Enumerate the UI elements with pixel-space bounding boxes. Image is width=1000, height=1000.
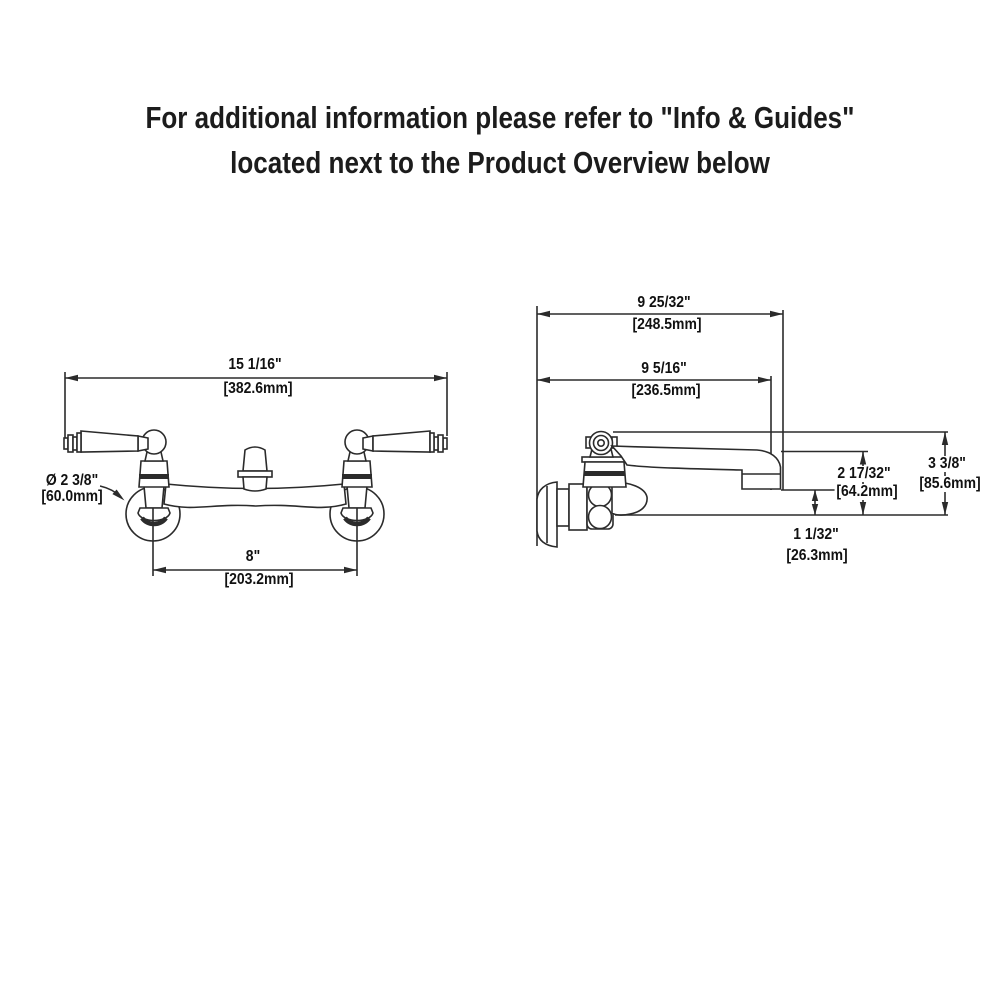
label-spout-reach-mm: [236.5mm]: [631, 382, 701, 399]
label-center-spacing-mm: [203.2mm]: [224, 571, 294, 588]
label-flange-diameter-mm: [60.0mm]: [41, 488, 103, 505]
label-overall-height-mm: [85.6mm]: [919, 475, 981, 492]
arrow-left: [65, 375, 78, 381]
front-left-handle: [64, 431, 148, 452]
front-view-drawing: [64, 372, 447, 576]
side-overall-height-dimension: [942, 432, 948, 515]
label-flange-diameter-inch: Ø 2 3/8": [45, 472, 99, 489]
side-faucet-body: [537, 432, 781, 548]
label-outlet-drop-inch: 1 1/32": [793, 526, 839, 543]
side-outlet-drop-dimension: [812, 490, 818, 515]
label-overall-height-inch: 3 3/8": [928, 455, 966, 472]
union-nut-lower: [589, 506, 612, 529]
label-spout-reach-inch: 9 5/16": [641, 360, 687, 377]
front-center-spacing-dimension: [153, 508, 357, 576]
label-spout-height-inch: 2 17/32": [837, 465, 891, 482]
arrow-left: [153, 567, 166, 573]
label-overall-width-mm: [382.6mm]: [223, 380, 293, 397]
front-center-stub: [238, 447, 272, 491]
arrow-right: [434, 375, 447, 381]
heading-line-1: For additional information please refer to "Info & Guides": [145, 100, 855, 135]
heading-line-2: located next to the Product Overview below: [230, 145, 770, 180]
label-overall-reach-mm: [248.5mm]: [632, 316, 702, 333]
label-outlet-drop-mm: [26.3mm]: [786, 547, 848, 564]
label-overall-reach-inch: 9 25/32": [637, 294, 691, 311]
label-overall-width-inch: 15 1/16": [228, 356, 282, 373]
arrow-right: [344, 567, 357, 573]
label-spout-height-mm: [64.2mm]: [836, 483, 898, 500]
side-view-drawing: [537, 306, 948, 547]
label-center-spacing-inch: 8": [245, 548, 261, 565]
front-right-handle: [363, 431, 447, 452]
spout: [612, 446, 781, 489]
